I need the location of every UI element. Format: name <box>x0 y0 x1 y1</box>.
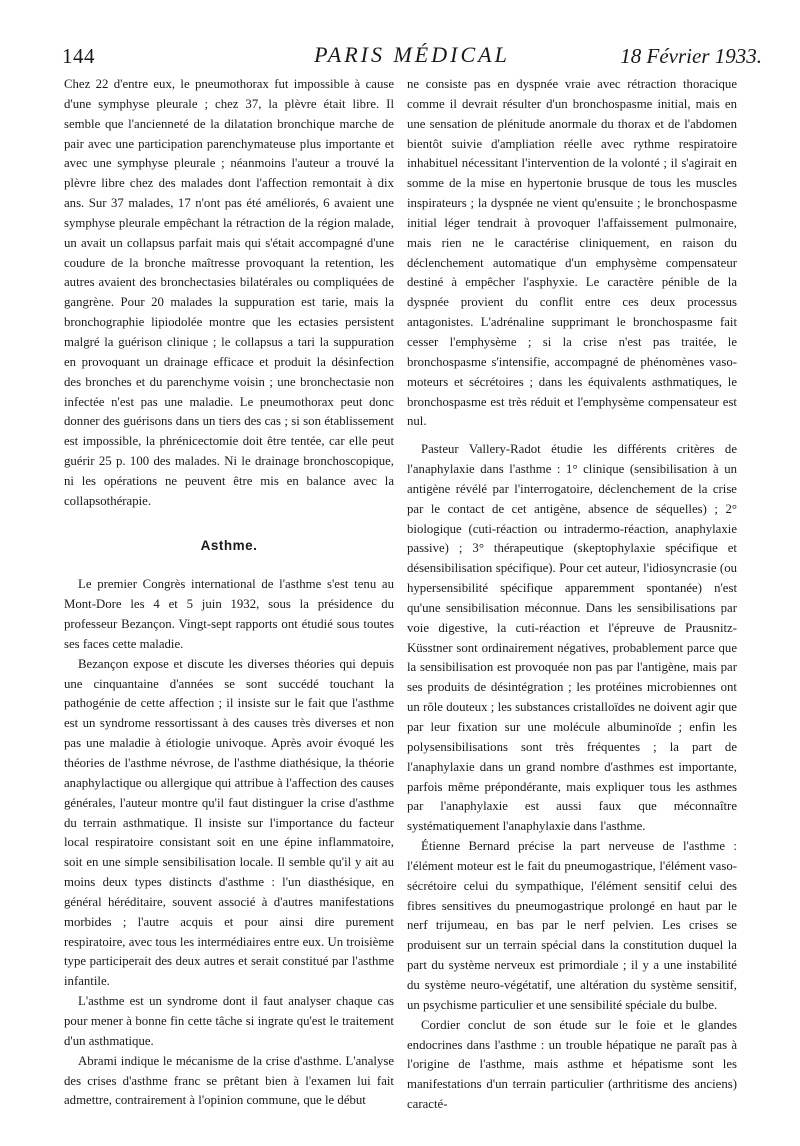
left-column <box>64 75 394 1111</box>
page-number: 144 <box>62 44 95 68</box>
paragraph-syndrome: L'asthme est un syndrome dont il faut analyser chaque cas pour mener à bonne fin cette tâche si ingrate qu'est le traitement d'un asthmatique. <box>64 994 394 1048</box>
paragraph-abrami: Abrami indique le mécanisme de la crise d'asthme. L'analyse des crises d'asthme franc se prêtant bien à l'examen lui fait admettre, contrairement à l'opinion commune, que le début <box>64 1053 394 1108</box>
paragraph-bronchiectasis: Chez 22 d'entre eux, le pneumothorax fut impossible à cause d'une symphyse pleurale ; chez 37, la plèvre était libre. Il semble que l'ancienneté de la dilatation bronchique marche de pair avec une participation parenchymateuse plus importante et avec une symphyse pleurale ; néanmoins l'auteur a trouvé la plèvre libre chez des malades dont l'affection remontait à dix ans. Sur 37 malades, 17 n'ont pas été améliorés, 6 avaient une symphyse pleurale empêchant la rétraction de la région malade, un avait un collapsus parfait mais qui s'était accompagné d'une coudure de la bronche maîtresse provoquant la retention, les autres avaient des bronchectasies bilatérales ou compliquées de gangrène. Pour 20 malades la suppuration est tarie, mais la bronchographie lipiodolée montre que les ectasies persistent malgré la guérison clinique ; le collapsus a tari la suppuration en provoquant un drainage efficace et produit la désinfection des bronches et du parenchyme voisin ; une bronchectasie non infectée n'est pas une maladie. Le pneumothorax peut donc donner des guérisons dans un tiers des cas ; si son établissement est impossible, la phrénicectomie doit être tentée, car elle peut guérir 25 p. 100 des malades. Ni le drainage bronchoscopique, ni les opérations ne peuvent être mis en balance avec la collapsothérapie. <box>64 77 394 508</box>
paragraph-vallery-radot: Pasteur Vallery-Radot étudie les différents critères de l'anaphylaxie dans l'asthme : 1° clinique (sensibilisation à un antigène révélé par l'interrogatoire, déclenchement de la crise par le contact de cet antigène, absence de séquelles) ; 2° biologique (cuti-réaction ou intradermo-réaction, anaphylaxie passive) ; 3° thérapeutique (skeptophylaxie spécifique et désensibilisation spécifique). Pour cet auteur, l'idiosyncrasie (ou hypersensibilité spécifique apparemment spontanée) n'est qu'une sensibilisation méconnue. Dans les sensibilisations par voie digestive, la cuti-réaction et l'épreuve de Prausnitz-Küsstner sont ordinairement négatives, probablement parce que la sensibilisation est provoquée non pas par l'antigène, mais par ses produits de désintégration ; les protéines microbiennes ont un rôle douteux ; les substances cristalloïdes ne doivent agir que par leur fixation sur une molécule albuminoïde ; enfin les polysensibilisations sont très fréquentes ; la part de l'anaphylaxie dans un grand nombre d'asthmes est importante, parfois même prépondérante, mais expliquer tous les asthmes par l'anaphylaxie est aussi faux que méconnaître systématiquement l'anaphylaxie dans l'asthme. <box>407 442 737 834</box>
issue-date: 18 Février 1933. <box>620 44 762 68</box>
section-title-asthme: Asthme. <box>200 537 258 553</box>
paragraph-cordier: Cordier conclut de son étude sur le foie et le glandes endocrines dans l'asthme : un trouble hépatique ne paraît pas à l'origine de l'asthme, mais asthme et hépatisme sont les manifestations d'un terrain particulier (arthritisme des anciens) caracté- <box>407 1017 737 1112</box>
right-column <box>407 75 737 1115</box>
paragraph-etienne-bernard: Étienne Bernard précise la part nerveuse de l'asthme : l'élément moteur est le fait du pneumogastrique, l'élément vaso-sécrétoire celui du sympathique, l'élément sensitif celui des fibres sensitives du pneumogastrique prolongé en haut par le nerf trijumeau, en bas par le nerf pelvien. Les crises se produisent sur un terrain spécial dans la constitution duquel la part du système nerveux est primordiale ; il y a une instabilité du système neuro-végétatif, une altération du système sensitif, un psychisme particulier et une sensibilité spéciale du bulbe. <box>407 839 737 1012</box>
journal-title: PARIS MÉDICAL <box>314 42 510 67</box>
paragraph-dyspnea: ne consiste pas en dyspnée vraie avec rétraction thoracique comme il devrait résulter d'un bronchospasme initial, mais en une sensation de plénitude anormale du thorax et de l'abdomen bientôt suivie d'ampliation réelle avec rythme respiratoire inhabituel nécessitant l'intervention de la volonté ; il s'agirait en somme de la mise en hypertonie brusque de tous les muscles inspirateurs ; la dyspnée ne vient qu'ensuite ; le bronchospasme initial léger tendrait à provoquer l'affaissement pulmonaire, mais rien ne le caractérise cliniquement, en raison du déclenchement automatique d'un emphysème compensateur destiné à empêcher l'asphyxie. Le caractère pénible de la dyspnée provient du conflit entre ces deux processus antagonistes. L'adrénaline supprimant le bronchospasme fait cesser l'emphysème ; si la crise n'est pas traitée, le bronchospasme s'intensifie, accompagné de phénomènes vaso-moteurs et sécrétoires ; dans les équivalents asthmatiques, le bronchospasme est très réduit et l'emphysème compensateur est nul. <box>407 77 737 429</box>
paragraph-congress: Le premier Congrès international de l'asthme s'est tenu au Mont-Dore les 4 et 5 juin 1932, sous la présidence du professeur Bezançon. Vingt-sept rapports ont étudié sous toutes ses faces cette maladie. <box>64 577 394 651</box>
paragraph-bezancon: Bezançon expose et discute les diverses théories qui depuis une cinquantaine d'années se sont succédé touchant la pathogénie de cette affection ; il insiste sur le fait que l'asthme est un syndrome ressortissant à des causes très diverses et non pas une maladie à étiologie univoque. Après avoir évoqué les théories de l'asthme névrose, de l'asthme diathésique, la théorie anaphylactique ou allergique qui attribue à l'affection des causes générales, l'auteur montre qu'il faut distinguer la crise d'asthme du terrain asthmatique. Il insiste sur l'importance du facteur local respiratoire consistant soit en une épine inflammatoire, soit en une simple sensibilisation locale. Il semble qu'il y ait au moins deux types distincts d'asthme : l'un diasthésique, en général héréditaire, souvent associé à d'autres manifestations morbides ; l'autre acquis et pour ainsi dire purement respiratoire, avec tous les intermédiaires entre eux. Un troisième type participerait des deux autres et serait constitué par l'asthme infantile. <box>64 656 394 989</box>
page-header <box>62 40 762 70</box>
